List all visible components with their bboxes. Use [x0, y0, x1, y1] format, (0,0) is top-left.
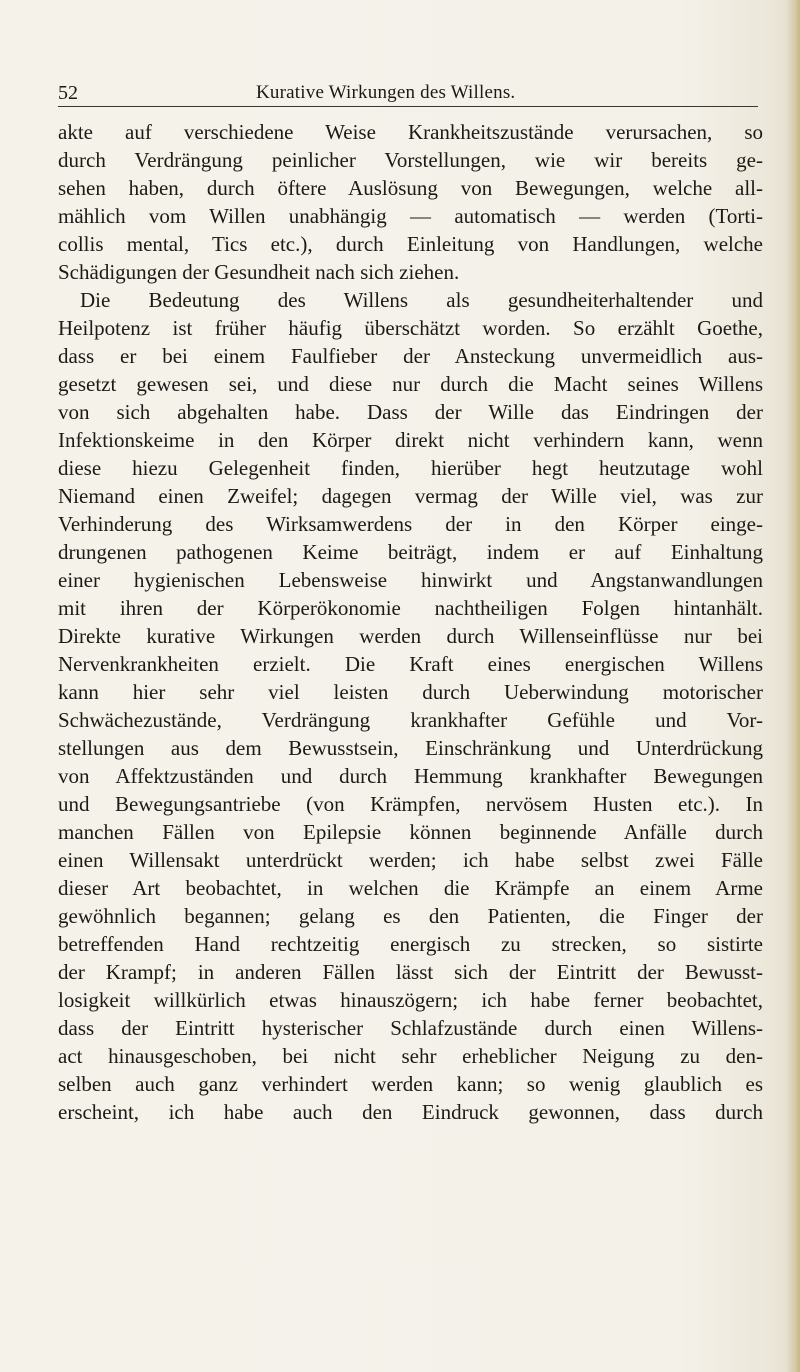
text-line: Die Bedeutung des Willens als gesundheiterhaltender und — [80, 288, 763, 312]
text-line: Schädigungen der Gesundheit nach sich ziehen. — [58, 260, 460, 284]
text-line: von sich abgehalten habe. Dass der Wille das Eindringen der — [58, 400, 763, 424]
body-text — [58, 118, 763, 1126]
running-head-title: Kurative Wirkungen des Willens. — [256, 82, 516, 103]
page-edge-shadow — [786, 0, 800, 1372]
text-line: act hinausgeschoben, bei nicht sehr erheblicher Neigung zu den- — [58, 1044, 763, 1068]
text-line: dass der Eintritt hysterischer Schlafzustände durch einen Willens- — [58, 1016, 763, 1040]
text-line: collis mental, Tics etc.), durch Einleitung von Handlungen, welche — [58, 232, 763, 256]
text-line: Direkte kurative Wirkungen werden durch Willenseinflüsse nur bei — [58, 624, 763, 648]
text-line: einen Willensakt unterdrückt werden; ich habe selbst zwei Fälle — [58, 848, 763, 872]
text-line: erscheint, ich habe auch den Eindruck gewonnen, dass durch — [58, 1100, 763, 1124]
text-line: diese hiezu Gelegenheit finden, hierüber hegt heutzutage wohl — [58, 456, 763, 480]
text-line: sehen haben, durch öftere Auslösung von Bewegungen, welche all- — [58, 176, 763, 200]
text-line: und Bewegungsantriebe (von Krämpfen, nervösem Husten etc.). In — [58, 792, 763, 816]
text-line: Schwächezustände, Verdrängung krankhafter Gefühle und Vor- — [58, 708, 763, 732]
page-number: 52 — [58, 82, 78, 104]
text-line: von Affektzuständen und durch Hemmung krankhafter Bewegungen — [58, 764, 763, 788]
text-line: dass er bei einem Faulfieber der Ansteckung unvermeidlich aus- — [58, 344, 763, 368]
text-line: gesetzt gewesen sei, und diese nur durch die Macht seines Willens — [58, 372, 763, 396]
text-line: betreffenden Hand rechtzeitig energisch zu strecken, so sistirte — [58, 932, 763, 956]
text-line: akte auf verschiedene Weise Krankheitszustände verursachen, so — [58, 120, 763, 144]
text-line: der Krampf; in anderen Fällen lässt sich der Eintritt der Bewusst- — [58, 960, 763, 984]
running-head — [58, 80, 758, 106]
text-line: Heilpotenz ist früher häufig überschätzt worden. So erzählt Goethe, — [58, 316, 763, 340]
text-line: Niemand einen Zweifel; dagegen vermag der Wille viel, was zur — [58, 484, 763, 508]
text-line: dieser Art beobachtet, in welchen die Krämpfe an einem Arme — [58, 876, 763, 900]
text-line: Infektionskeime in den Körper direkt nicht verhindern kann, wenn — [58, 428, 763, 452]
text-line: mählich vom Willen unabhängig — automatisch — werden (Torti- — [58, 204, 763, 228]
header-rule — [58, 106, 758, 107]
text-line: mit ihren der Körperökonomie nachtheiligen Folgen hintanhält. — [58, 596, 763, 620]
text-line: Nervenkrankheiten erzielt. Die Kraft eines energischen Willens — [58, 652, 763, 676]
text-line: selben auch ganz verhindert werden kann; so wenig glaublich es — [58, 1072, 763, 1096]
text-line: stellungen aus dem Bewusstsein, Einschränkung und Unterdrückung — [58, 736, 763, 760]
text-line: einer hygienischen Lebensweise hinwirkt und Angstanwandlungen — [58, 568, 763, 592]
text-line: losigkeit willkürlich etwas hinauszögern; ich habe ferner beobachtet, — [58, 988, 763, 1012]
text-line: drungenen pathogenen Keime beiträgt, indem er auf Einhaltung — [58, 540, 763, 564]
text-line: Verhinderung des Wirksamwerdens der in den Körper einge- — [58, 512, 763, 536]
text-line: manchen Fällen von Epilepsie können beginnende Anfälle durch — [58, 820, 763, 844]
text-line: gewöhnlich begannen; gelang es den Patienten, die Finger der — [58, 904, 763, 928]
text-line: kann hier sehr viel leisten durch Ueberwindung motorischer — [58, 680, 763, 704]
text-line: durch Verdrängung peinlicher Vorstellungen, wie wir bereits ge- — [58, 148, 763, 172]
